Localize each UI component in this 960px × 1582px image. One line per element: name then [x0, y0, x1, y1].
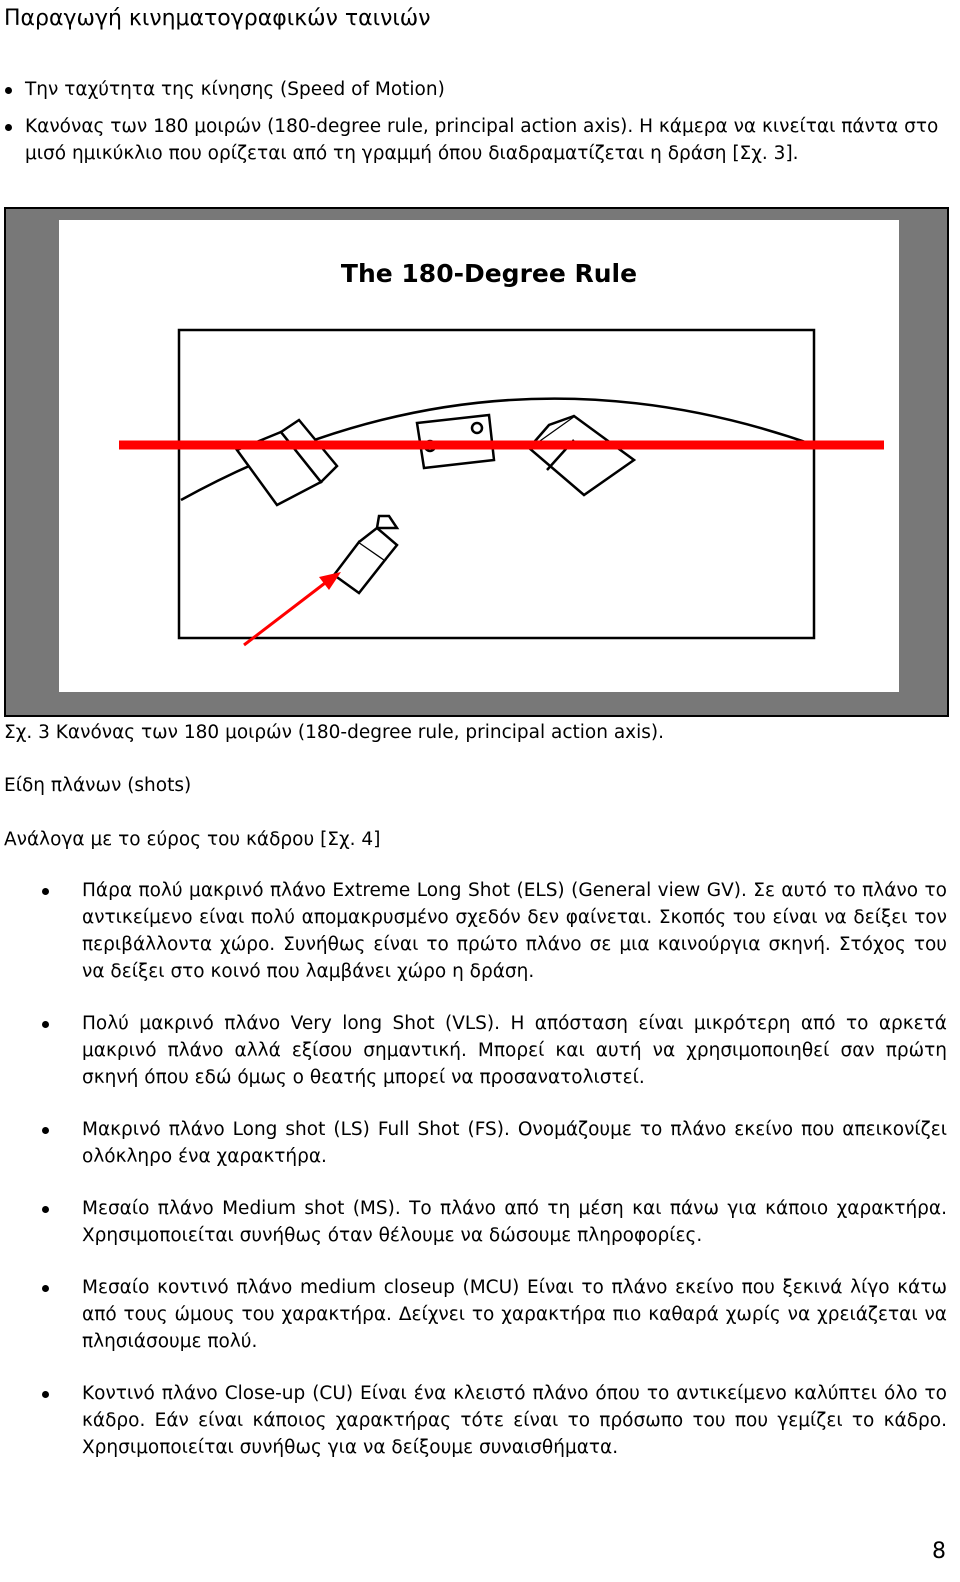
- subject-left: [237, 420, 337, 505]
- list-item-text: Πολύ μακρινό πλάνο Very long Shot (VLS). Η απόσταση είναι μικρότερη από το αρκετά μακρινό πλάνο αλλά εξίσου σημαντική. Μπορεί και αυτή να χρησιμοποιηθεί σαν πρώτη σκηνή όπου εδώ όμως ο θεατής μπορεί να προσανατολιστεί.: [82, 1013, 947, 1088]
- list-item: [0, 1380, 947, 1461]
- figure-caption: Σχ. 3 Κανόνας των 180 μοιρών (180-degree rule, principal action axis).: [4, 722, 665, 743]
- list-item: [0, 877, 947, 985]
- list-item-text: Μεσαίο πλάνο Medium shot (MS). Το πλάνο από τη μέση και πάνω για κάποιο χαρακτήρα. Χρησιμοποιείται συνήθως όταν θέλουμε να δώσουμε πληροφορίες.: [82, 1198, 947, 1246]
- shot-types-list: [0, 877, 947, 1486]
- list-item: [0, 1116, 947, 1170]
- subject-right: [529, 416, 634, 495]
- list-item: [0, 1274, 947, 1355]
- list-item-text: Πάρα πολύ μακρινό πλάνο Extreme Long Shot (ELS) (General view GV). Σε αυτό το πλάνο το αντικείμενο είναι πολύ απομακρυσμένο σχεδόν δεν φαίνεται. Σκοπός του είναι να δείξει τον περιβάλλοντα χώρο. Συνήθως είναι το πρώτο πλάνο σε μια καινούργια σκηνή. Στόχος του να δείξει στο κοινό που λαμβάνει χώρο η δράση.: [82, 880, 947, 982]
- scope-text: Ανάλογα με το εύρος του κάδρου [Σχ. 4]: [4, 829, 381, 850]
- bullet-icon: [42, 1021, 49, 1028]
- page-title: Παραγωγή κινηματογραφικών ταινιών: [4, 6, 431, 31]
- bullet-icon: [42, 1391, 49, 1398]
- list-item-text: Μεσαίο κοντινό πλάνο medium closeup (MCU) Είναι το πλάνο εκείνο που ξεκινά λίγο κάτω από τους ώμους του χαρακτήρα. Δείχνει το χαρακτήρα πιο καθαρά χωρίς να χρειάζεται να πλησιάσουμε πολύ.: [82, 1277, 947, 1352]
- list-item-text: Μακρινό πλάνο Long shot (LS) Full Shot (FS). Ονομάζουμε το πλάνο εκείνο που απεικονίζει ολόκληρο ένα χαρακτήρα.: [82, 1119, 947, 1167]
- bullet-icon: [42, 1206, 49, 1213]
- intro-list: [0, 76, 958, 177]
- page-number: 8: [932, 1539, 946, 1564]
- figure-image: [59, 220, 899, 692]
- figure-frame: [4, 207, 949, 717]
- bullet-icon: [42, 1285, 49, 1292]
- arrow-head-icon: [319, 572, 341, 590]
- list-item: [0, 76, 958, 103]
- diagram-title: The 180-Degree Rule: [340, 259, 638, 288]
- list-item: [0, 113, 958, 167]
- arrow-line: [244, 580, 329, 645]
- bullet-icon: [5, 87, 12, 94]
- bullet-icon: [42, 888, 49, 895]
- section-heading: Είδη πλάνων (shots): [4, 775, 192, 796]
- list-item: [0, 1010, 947, 1091]
- list-item-text: Την ταχύτητα της κίνησης (Speed of Motion): [25, 79, 445, 100]
- list-item-text: Κοντινό πλάνο Close-up (CU) Είναι ένα κλειστό πλάνο όπου το αντικείμενο καλύπτει όλο το κάδρο. Εάν είναι κάποιος χαρακτήρας τότε είναι το πρόσωπο του που γεμίζει το κάδρο. Χρησιμοποιείται συνήθως για να δείξουμε συναισθήματα.: [82, 1383, 947, 1458]
- list-item-text: Κανόνας των 180 μοιρών (180-degree rule, principal action axis). Η κάμερα να κινείται πάντα στο μισό ημικύκλιο που ορίζεται από τη γραμμή όπου διαδραματίζεται η δράση [Σχ. 3].: [25, 116, 939, 164]
- rule-diagram: [59, 220, 899, 692]
- bullet-icon: [5, 124, 12, 131]
- camera-icon: [334, 516, 397, 593]
- list-item: [0, 1195, 947, 1249]
- bullet-icon: [42, 1127, 49, 1134]
